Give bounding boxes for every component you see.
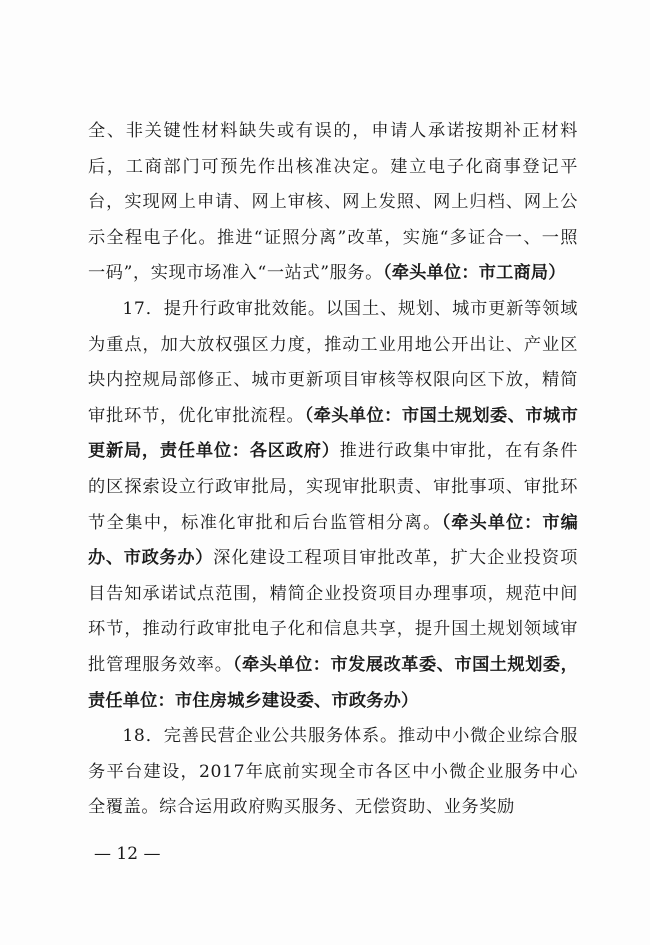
paragraph-text: 全、非关键性材料缺失或有误的，申请人承诺按期补正材料后，工商部门可预先作出核准决定。建立电子化商事登记平台，实现网上申请、网上审核、网上发照、网上归档、网上公示全程电子化。推进“证照分离”改革，实施“多证合一、一照一码”，实现市场准入“一站式”服务。 — [88, 121, 578, 284]
lead-unit-note: （牵头单位：市国土规划委、市城市更新局，责任单位：各区政府） — [88, 405, 579, 462]
lead-unit-note: （牵头单位：市发展改革委、市国土规划委，责任单位：市住房城乡建设委、市政务办） — [88, 654, 578, 711]
lead-unit-note: （牵头单位：市工商局） — [382, 263, 566, 284]
page-number: — 12 — — [94, 844, 161, 864]
paragraph-item-18 — [88, 719, 578, 826]
document-body — [88, 114, 578, 826]
paragraph-text: 推进行政集中审批，在有条件的区探索设立行政审批局，实现审批职责、审批事项、审批环节全集中，标准化审批和后台监管相分离。 — [88, 441, 578, 533]
paragraph-text: 17．提升行政审批效能。以国土、规划、城市更新等领域为重点，加大放权强区力度，推动工业用地公开出让、产业区块内控规局部修正、城市更新项目审核等权限向区下放，精简审批环节，优化审批流程。 — [88, 298, 578, 426]
lead-unit-note: （牵头单位：市编办、市政务办） — [88, 512, 578, 569]
paragraph-item-17 — [88, 292, 578, 719]
paragraph-continuation — [88, 114, 578, 292]
paragraph-text: 18．完善民营企业公共服务体系。推动中小微企业综合服务平台建设，2017年底前实现全市各区中小微企业服务中心全覆盖。综合运用政府购买服务、无偿资助、业务奖励 — [88, 726, 578, 818]
paragraph-text: 深化建设工程项目审批改革，扩大企业投资项目告知承诺试点范围，精简企业投资项目办理事项，规范中间环节，推动行政审批电子化和信息共享，提升国土规划领域审批管理服务效率。 — [88, 548, 578, 675]
